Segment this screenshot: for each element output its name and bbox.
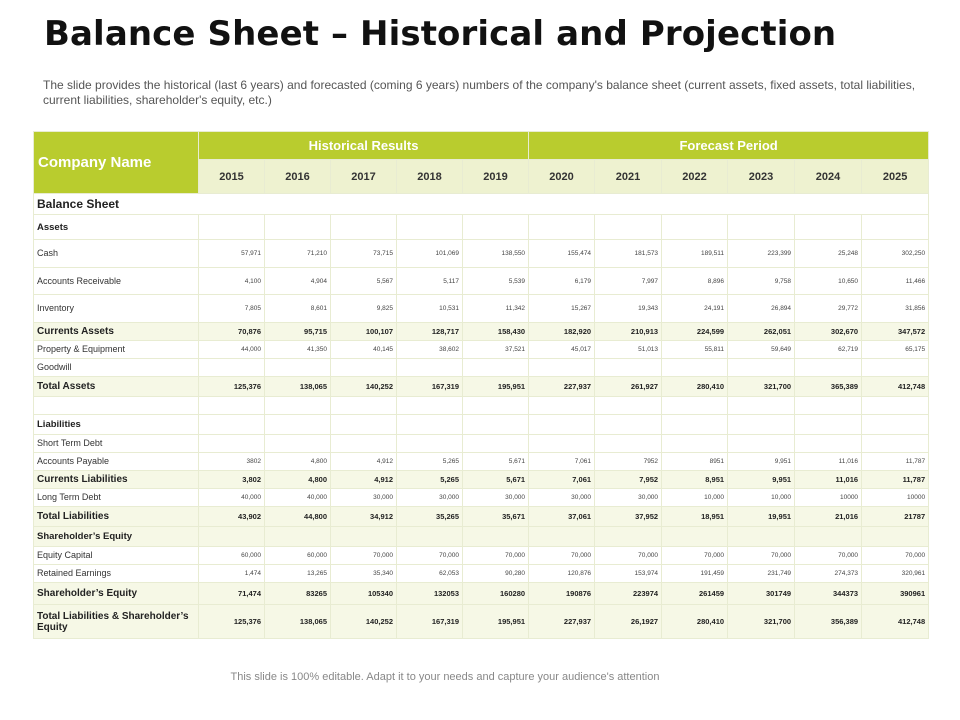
value-cell: 19,951	[728, 507, 795, 527]
value-cell: 125,376	[199, 377, 265, 397]
value-cell: 25,248	[795, 240, 862, 268]
value-cell: 4,800	[265, 453, 331, 471]
value-cell	[662, 215, 728, 240]
value-cell	[529, 435, 595, 453]
table-row	[34, 507, 929, 527]
value-cell: 195,951	[463, 605, 529, 639]
value-cell: 70,000	[331, 547, 397, 565]
value-cell: 320,961	[862, 565, 929, 583]
value-cell: 70,000	[728, 547, 795, 565]
value-cell: 70,876	[199, 323, 265, 341]
value-cell	[265, 359, 331, 377]
value-cell: 11,016	[795, 453, 862, 471]
value-cell: 30,000	[331, 489, 397, 507]
value-cell: 26,894	[728, 295, 795, 323]
value-cell: 280,410	[662, 377, 728, 397]
table-row	[34, 605, 929, 639]
row-label: Long Term Debt	[34, 489, 199, 507]
value-cell	[529, 527, 595, 547]
value-cell: 19,343	[595, 295, 662, 323]
value-cell: 4,912	[331, 453, 397, 471]
value-cell: 30,000	[595, 489, 662, 507]
value-cell: 3,802	[199, 471, 265, 489]
value-cell	[397, 435, 463, 453]
table-row	[34, 359, 929, 377]
value-cell	[595, 397, 662, 415]
value-cell: 70,000	[463, 547, 529, 565]
value-cell: 158,430	[463, 323, 529, 341]
table-row	[34, 397, 929, 415]
value-cell: 356,389	[795, 605, 862, 639]
value-cell: 412,748	[862, 605, 929, 639]
table-row	[34, 341, 929, 359]
year-header: 2024	[795, 160, 862, 194]
value-cell: 41,350	[265, 341, 331, 359]
value-cell: 60,000	[265, 547, 331, 565]
value-cell: 51,013	[595, 341, 662, 359]
row-label: Shareholder’s Equity	[34, 583, 199, 605]
value-cell: 40,000	[199, 489, 265, 507]
row-label: Balance Sheet	[34, 194, 929, 215]
value-cell: 15,267	[529, 295, 595, 323]
row-label: Property & Equipment	[34, 341, 199, 359]
historical-results-header: Historical Results	[199, 132, 529, 160]
value-cell: 231,749	[728, 565, 795, 583]
value-cell	[662, 397, 728, 415]
value-cell: 11,016	[795, 471, 862, 489]
year-header: 2019	[463, 160, 529, 194]
value-cell	[463, 415, 529, 435]
value-cell: 7952	[595, 453, 662, 471]
value-cell: 55,811	[662, 341, 728, 359]
value-cell	[397, 397, 463, 415]
value-cell: 45,017	[529, 341, 595, 359]
value-cell: 101,069	[397, 240, 463, 268]
value-cell: 10,000	[728, 489, 795, 507]
value-cell: 43,902	[199, 507, 265, 527]
value-cell	[397, 527, 463, 547]
value-cell: 190876	[529, 583, 595, 605]
year-header: 2022	[662, 160, 728, 194]
value-cell: 44,000	[199, 341, 265, 359]
value-cell	[728, 359, 795, 377]
value-cell	[265, 527, 331, 547]
value-cell: 83265	[265, 583, 331, 605]
value-cell: 11,342	[463, 295, 529, 323]
value-cell: 65,175	[862, 341, 929, 359]
value-cell	[397, 215, 463, 240]
value-cell	[529, 415, 595, 435]
value-cell: 10,000	[662, 489, 728, 507]
forecast-period-header: Forecast Period	[529, 132, 929, 160]
row-label: Inventory	[34, 295, 199, 323]
value-cell	[595, 215, 662, 240]
value-cell: 8,601	[265, 295, 331, 323]
value-cell: 71,474	[199, 583, 265, 605]
value-cell: 9,951	[728, 453, 795, 471]
value-cell: 44,800	[265, 507, 331, 527]
value-cell: 70,000	[662, 547, 728, 565]
value-cell: 70,000	[862, 547, 929, 565]
value-cell	[331, 397, 397, 415]
table-row	[34, 547, 929, 565]
value-cell: 262,051	[728, 323, 795, 341]
value-cell	[463, 359, 529, 377]
row-label: Short Term Debt	[34, 435, 199, 453]
value-cell: 301749	[728, 583, 795, 605]
value-cell	[331, 435, 397, 453]
value-cell: 412,748	[862, 377, 929, 397]
value-cell: 140,252	[331, 605, 397, 639]
company-name-header: Company Name	[34, 132, 199, 194]
table-row	[34, 377, 929, 397]
value-cell	[595, 527, 662, 547]
value-cell	[463, 435, 529, 453]
value-cell	[862, 415, 929, 435]
value-cell	[331, 527, 397, 547]
value-cell	[199, 527, 265, 547]
value-cell	[331, 415, 397, 435]
row-label: Goodwill	[34, 359, 199, 377]
table-row	[34, 471, 929, 489]
value-cell	[795, 527, 862, 547]
value-cell: 128,717	[397, 323, 463, 341]
value-cell	[662, 527, 728, 547]
value-cell: 35,265	[397, 507, 463, 527]
value-cell: 8951	[662, 453, 728, 471]
table-row	[34, 215, 929, 240]
value-cell: 153,974	[595, 565, 662, 583]
year-header: 2021	[595, 160, 662, 194]
value-cell: 160280	[463, 583, 529, 605]
value-cell	[862, 397, 929, 415]
value-cell: 4,100	[199, 268, 265, 295]
value-cell: 5,539	[463, 268, 529, 295]
table-row	[34, 268, 929, 295]
table-row	[34, 435, 929, 453]
row-label: Shareholder’s Equity	[34, 527, 199, 547]
value-cell: 138,065	[265, 605, 331, 639]
value-cell: 132053	[397, 583, 463, 605]
table-body	[34, 194, 929, 639]
value-cell: 125,376	[199, 605, 265, 639]
value-cell: 5,671	[463, 453, 529, 471]
value-cell	[595, 359, 662, 377]
value-cell: 302,250	[862, 240, 929, 268]
value-cell: 195,951	[463, 377, 529, 397]
value-cell	[862, 359, 929, 377]
value-cell	[265, 397, 331, 415]
value-cell: 227,937	[529, 605, 595, 639]
value-cell	[795, 397, 862, 415]
value-cell	[728, 215, 795, 240]
value-cell: 5,117	[397, 268, 463, 295]
value-cell: 140,252	[331, 377, 397, 397]
table-row	[34, 583, 929, 605]
table-row	[34, 565, 929, 583]
value-cell: 274,373	[795, 565, 862, 583]
value-cell	[862, 215, 929, 240]
value-cell	[331, 359, 397, 377]
value-cell	[662, 359, 728, 377]
table-row	[34, 527, 929, 547]
value-cell: 100,107	[331, 323, 397, 341]
value-cell: 5,265	[397, 453, 463, 471]
value-cell: 105340	[331, 583, 397, 605]
value-cell	[331, 215, 397, 240]
page-description: The slide provides the historical (last 6 years) and forecasted (coming 6 years) numbers of the company's balance sheet (current assets, fixed assets, total liabilities, current liabilities, shareholder's equity, etc.)	[43, 78, 916, 107]
value-cell: 73,715	[331, 240, 397, 268]
value-cell	[595, 415, 662, 435]
value-cell	[662, 435, 728, 453]
value-cell: 191,459	[662, 565, 728, 583]
value-cell	[728, 397, 795, 415]
table-row	[34, 489, 929, 507]
value-cell: 62,719	[795, 341, 862, 359]
value-cell: 390961	[862, 583, 929, 605]
value-cell: 59,649	[728, 341, 795, 359]
value-cell: 7,997	[595, 268, 662, 295]
value-cell: 30,000	[529, 489, 595, 507]
value-cell: 321,700	[728, 377, 795, 397]
value-cell: 24,191	[662, 295, 728, 323]
value-cell: 30,000	[463, 489, 529, 507]
value-cell	[862, 527, 929, 547]
value-cell: 29,772	[795, 295, 862, 323]
value-cell: 40,145	[331, 341, 397, 359]
value-cell: 5,265	[397, 471, 463, 489]
value-cell: 34,912	[331, 507, 397, 527]
value-cell: 7,952	[595, 471, 662, 489]
page-title: Balance Sheet – Historical and Projection	[44, 14, 837, 54]
value-cell: 9,951	[728, 471, 795, 489]
value-cell: 261459	[662, 583, 728, 605]
value-cell: 60,000	[199, 547, 265, 565]
value-cell: 3802	[199, 453, 265, 471]
row-label: Assets	[34, 215, 199, 240]
table-row	[34, 194, 929, 215]
value-cell: 70,000	[595, 547, 662, 565]
value-cell: 40,000	[265, 489, 331, 507]
value-cell: 70,000	[529, 547, 595, 565]
value-cell: 11,466	[862, 268, 929, 295]
year-header: 2020	[529, 160, 595, 194]
value-cell	[795, 359, 862, 377]
value-cell: 35,671	[463, 507, 529, 527]
value-cell: 1,474	[199, 565, 265, 583]
value-cell	[265, 215, 331, 240]
value-cell: 5,671	[463, 471, 529, 489]
value-cell: 6,179	[529, 268, 595, 295]
row-label: Currents Assets	[34, 323, 199, 341]
value-cell: 227,937	[529, 377, 595, 397]
value-cell	[463, 397, 529, 415]
table-row	[34, 240, 929, 268]
value-cell: 35,340	[331, 565, 397, 583]
balance-sheet-table	[33, 131, 929, 639]
value-cell: 120,876	[529, 565, 595, 583]
value-cell	[529, 215, 595, 240]
value-cell	[265, 415, 331, 435]
value-cell: 167,319	[397, 377, 463, 397]
row-label: Equity Capital	[34, 547, 199, 565]
year-header: 2015	[199, 160, 265, 194]
value-cell	[199, 415, 265, 435]
value-cell: 7,061	[529, 453, 595, 471]
row-label: Currents Liabilities	[34, 471, 199, 489]
table-row	[34, 415, 929, 435]
value-cell	[265, 435, 331, 453]
row-label	[34, 397, 199, 415]
value-cell: 302,670	[795, 323, 862, 341]
value-cell: 10,650	[795, 268, 862, 295]
value-cell: 8,951	[662, 471, 728, 489]
table-row	[34, 323, 929, 341]
row-label: Total Liabilities	[34, 507, 199, 527]
value-cell	[728, 527, 795, 547]
value-cell	[795, 415, 862, 435]
value-cell	[199, 397, 265, 415]
value-cell: 182,920	[529, 323, 595, 341]
value-cell: 30,000	[397, 489, 463, 507]
value-cell	[728, 415, 795, 435]
value-cell: 7,805	[199, 295, 265, 323]
value-cell	[795, 215, 862, 240]
value-cell: 71,210	[265, 240, 331, 268]
year-header: 2018	[397, 160, 463, 194]
value-cell: 37,061	[529, 507, 595, 527]
value-cell: 5,567	[331, 268, 397, 295]
value-cell: 210,913	[595, 323, 662, 341]
value-cell: 95,715	[265, 323, 331, 341]
value-cell: 4,912	[331, 471, 397, 489]
value-cell: 9,825	[331, 295, 397, 323]
year-header: 2016	[265, 160, 331, 194]
value-cell: 21787	[862, 507, 929, 527]
value-cell: 7,061	[529, 471, 595, 489]
value-cell	[199, 215, 265, 240]
value-cell: 37,952	[595, 507, 662, 527]
row-label: Accounts Receivable	[34, 268, 199, 295]
row-label: Liabilities	[34, 415, 199, 435]
value-cell: 223,399	[728, 240, 795, 268]
value-cell: 31,856	[862, 295, 929, 323]
value-cell: 344373	[795, 583, 862, 605]
value-cell	[463, 527, 529, 547]
value-cell: 223974	[595, 583, 662, 605]
value-cell	[199, 435, 265, 453]
value-cell: 11,787	[862, 453, 929, 471]
value-cell: 10000	[795, 489, 862, 507]
value-cell: 57,971	[199, 240, 265, 268]
value-cell	[529, 397, 595, 415]
row-label: Accounts Payable	[34, 453, 199, 471]
table-row	[34, 295, 929, 323]
value-cell: 8,896	[662, 268, 728, 295]
row-label: Retained Earnings	[34, 565, 199, 583]
value-cell: 347,572	[862, 323, 929, 341]
value-cell: 167,319	[397, 605, 463, 639]
value-cell	[529, 359, 595, 377]
row-label: Cash	[34, 240, 199, 268]
value-cell: 37,521	[463, 341, 529, 359]
value-cell: 38,602	[397, 341, 463, 359]
value-cell: 280,410	[662, 605, 728, 639]
value-cell: 90,280	[463, 565, 529, 583]
value-cell: 4,800	[265, 471, 331, 489]
value-cell: 4,904	[265, 268, 331, 295]
value-cell: 181,573	[595, 240, 662, 268]
row-label: Total Assets	[34, 377, 199, 397]
year-header: 2025	[862, 160, 929, 194]
value-cell: 155,474	[529, 240, 595, 268]
value-cell: 224,599	[662, 323, 728, 341]
year-header: 2017	[331, 160, 397, 194]
value-cell: 321,700	[728, 605, 795, 639]
value-cell: 62,053	[397, 565, 463, 583]
value-cell: 26,1927	[595, 605, 662, 639]
value-cell: 70,000	[795, 547, 862, 565]
value-cell: 261,927	[595, 377, 662, 397]
value-cell: 10,531	[397, 295, 463, 323]
row-label: Total Liabilities & Shareholder’s Equity	[34, 605, 199, 639]
value-cell: 21,016	[795, 507, 862, 527]
value-cell	[728, 435, 795, 453]
value-cell: 9,758	[728, 268, 795, 295]
value-cell: 138,550	[463, 240, 529, 268]
value-cell: 13,265	[265, 565, 331, 583]
value-cell: 365,389	[795, 377, 862, 397]
year-header: 2023	[728, 160, 795, 194]
value-cell	[662, 415, 728, 435]
value-cell: 18,951	[662, 507, 728, 527]
value-cell	[595, 435, 662, 453]
footer-note: This slide is 100% editable. Adapt it to your needs and capture your audience's attention	[230, 671, 660, 683]
value-cell	[862, 435, 929, 453]
value-cell	[795, 435, 862, 453]
value-cell	[463, 215, 529, 240]
value-cell	[397, 415, 463, 435]
value-cell: 11,787	[862, 471, 929, 489]
value-cell	[397, 359, 463, 377]
value-cell: 138,065	[265, 377, 331, 397]
value-cell: 189,511	[662, 240, 728, 268]
table-row	[34, 453, 929, 471]
value-cell: 70,000	[397, 547, 463, 565]
value-cell	[199, 359, 265, 377]
value-cell: 10000	[862, 489, 929, 507]
